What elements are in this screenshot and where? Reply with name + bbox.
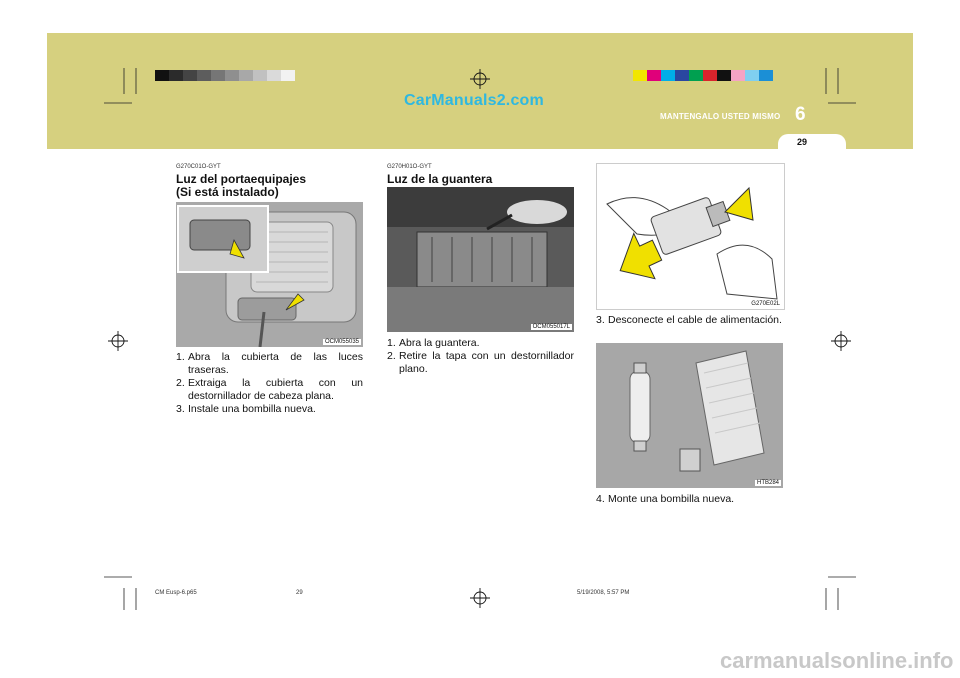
section-heading [176,173,306,199]
image-caption: OCM055035 [324,339,359,345]
color-swatch [239,70,253,81]
list-item: 2. Extraiga la cubierta con un destornillador de cabeza plana. [176,377,363,402]
registration-target-bottom [470,588,490,608]
footer-page: 29 [296,590,303,596]
chapter-number: 6 [795,104,806,125]
color-swatch [183,70,197,81]
gray-color-bar [155,70,295,81]
footer-timestamp: 5/19/2008, 5:57 PM [577,590,630,596]
steps-list [596,314,783,327]
color-swatch [155,70,169,81]
hands-lamp-drawing [597,164,784,309]
heading-line: Luz del portaequipajes [176,172,307,186]
registration-target-right [831,331,851,351]
footer-site-watermark[interactable]: carmanualsonline.info [720,648,954,673]
color-swatch [703,70,717,81]
page-number: 29 [797,137,808,147]
list-item: 1. Abra la guantera. [387,337,480,349]
color-swatch [717,70,731,81]
list-item: 4. Monte una bombilla nueva. [596,493,735,505]
color-swatch [169,70,183,81]
section-code: G270H01O-GYT [387,164,432,170]
trunk-light-illustration [176,202,363,347]
image-caption: OCM055017L [532,324,570,330]
color-swatch [225,70,239,81]
bulb-photo [596,343,783,488]
list-item: 3. Desconecte el cable de alimentación. [596,314,782,326]
glove-box-illustration [387,187,574,332]
list-item: 1. Abra la cubierta de las luces traseras. [176,351,363,376]
disconnect-illustration [596,163,785,310]
color-swatch [197,70,211,81]
steps-list [176,351,363,416]
section-title: MANTENGALO USTED MISMO [660,112,781,121]
footer-file: CM Eusp-6.p65 [155,590,197,596]
image-caption: HTB284 [756,480,779,486]
list-item: 3. Instale una bombilla nueva. [176,403,316,415]
color-swatch [253,70,267,81]
color-swatch [647,70,661,81]
color-swatch [759,70,773,81]
color-swatch [633,70,647,81]
section-code: G270C01O-GYT [176,164,221,170]
steps-list [596,493,783,506]
image-caption: G270E02L [751,301,780,307]
registration-target-top [470,69,490,89]
registration-target-left [108,331,128,351]
page-tab [778,134,846,152]
color-swatch [661,70,675,81]
color-swatch [281,70,295,81]
color-swatch [745,70,759,81]
steps-list [387,337,574,376]
list-item: 2. Retire la tapa con un destornillador plano. [387,350,574,375]
color-swatch [675,70,689,81]
watermark[interactable]: CarManuals2.com [404,92,544,109]
color-swatch [211,70,225,81]
glove-box-photo [387,187,574,332]
trunk-light-photo [176,202,363,347]
process-color-bar [633,70,773,81]
color-swatch [267,70,281,81]
heading-line: (Si está instalado) [176,185,279,199]
bulb-and-lamp-drawing [596,343,783,488]
color-swatch [731,70,745,81]
color-swatch [689,70,703,81]
section-heading: Luz de la guantera [387,172,493,186]
